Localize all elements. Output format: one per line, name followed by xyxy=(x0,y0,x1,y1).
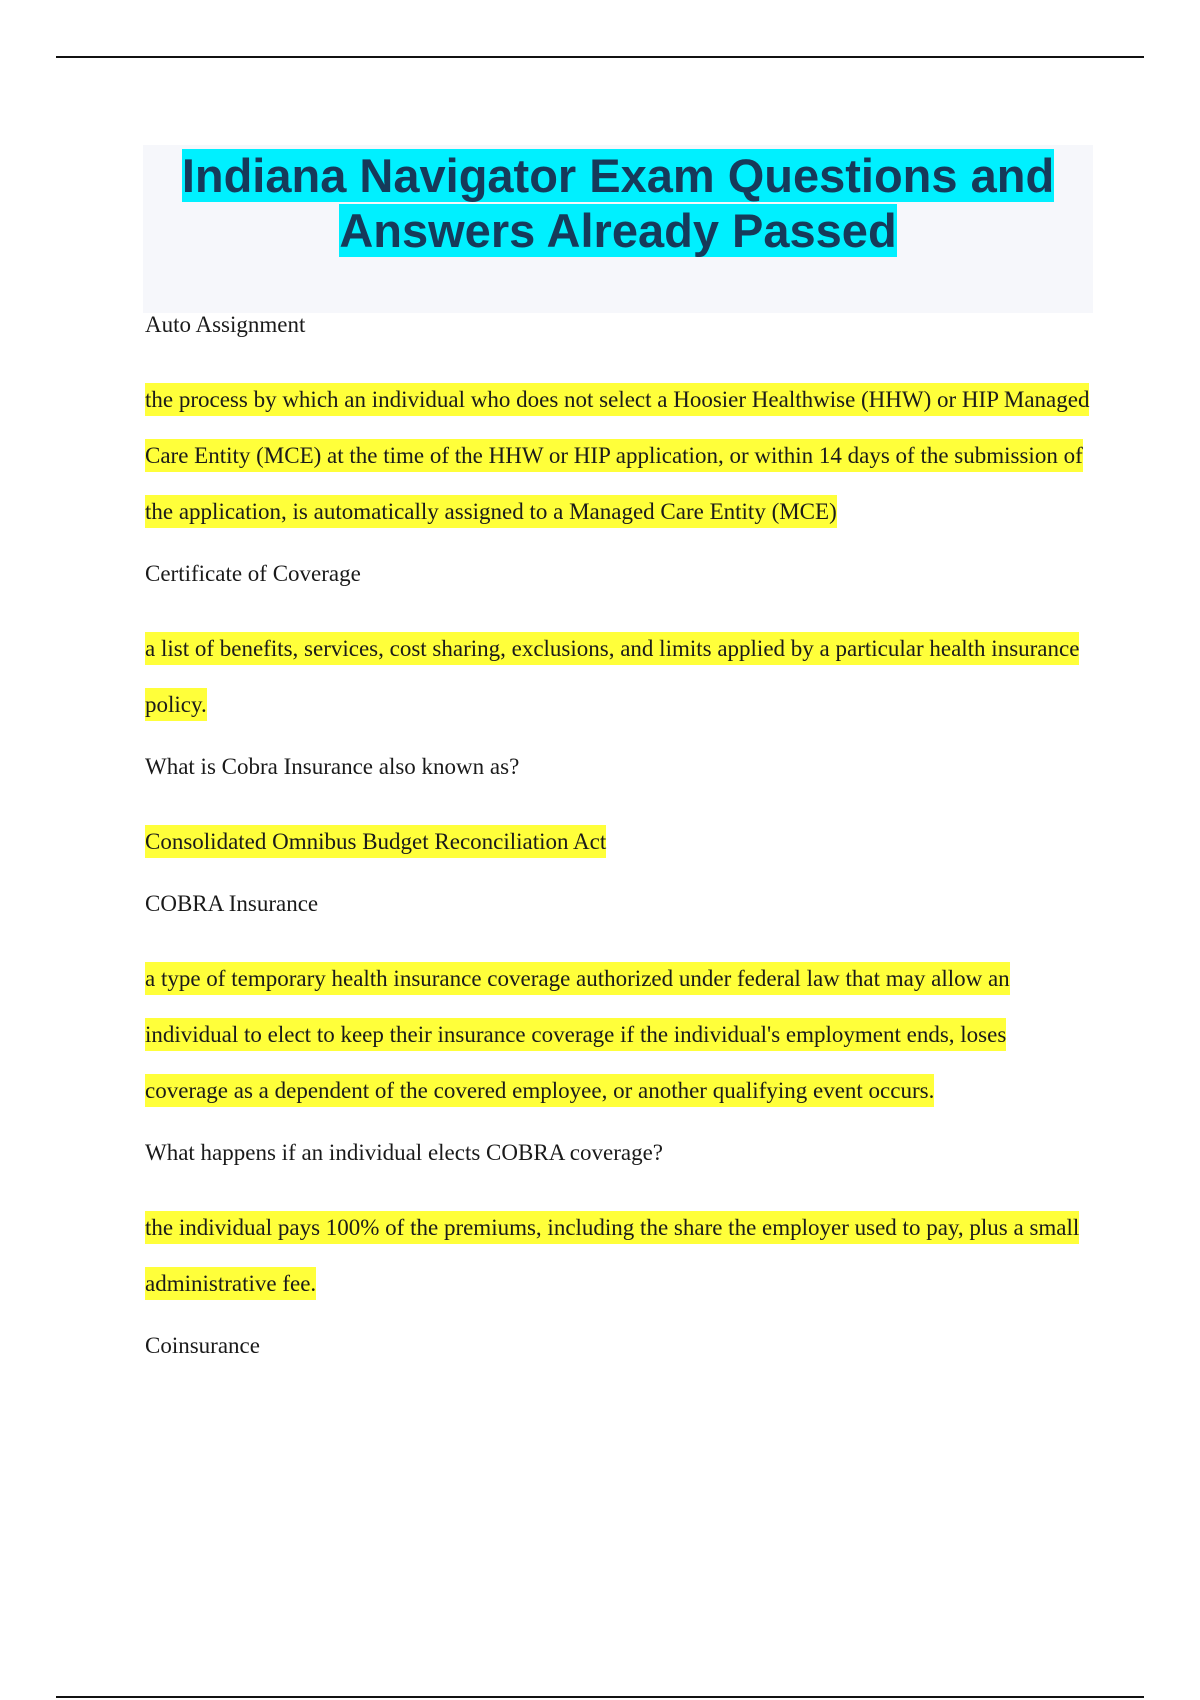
title-banner xyxy=(143,145,1093,313)
document-title: Indiana Navigator Exam Questions and Answers Already Passed xyxy=(181,149,1055,257)
qa-content xyxy=(145,305,1095,1393)
term-auto-assignment: Auto Assignment xyxy=(145,312,306,337)
answer-cobra-aka: Consolidated Omnibus Budget Reconciliation Act xyxy=(145,814,1095,870)
question-cobra-elects: What happens if an individual elects COBRA coverage? xyxy=(145,1140,663,1165)
term-certificate-of-coverage: Certificate of Coverage xyxy=(145,561,361,586)
definition-cobra-insurance: a type of temporary health insurance coverage authorized under federal law that may allow an individual to elect to keep their insurance coverage if the individual's employment ends, loses coverage as a dependent of the covered employee, or another qualifying event occurs. xyxy=(145,951,1095,1119)
definition-certificate-of-coverage: a list of benefits, services, cost sharing, exclusions, and limits applied by a particular health insurance policy. xyxy=(145,621,1095,733)
answer-cobra-elects: the individual pays 100% of the premiums, including the share the employer used to pay, plus a small administrative fee. xyxy=(145,1200,1095,1312)
bottom-rule xyxy=(56,1696,1144,1698)
definition-auto-assignment: the process by which an individual who does not select a Hoosier Healthwise (HHW) or HIP Managed Care Entity (MCE) at the time of the HHW or HIP application, or within 14 days of the submission of the application, is automatically assigned to a Managed Care Entity (MCE) xyxy=(145,372,1095,540)
term-coinsurance: Coinsurance xyxy=(145,1333,260,1358)
top-rule xyxy=(56,56,1144,58)
term-cobra-insurance: COBRA Insurance xyxy=(145,891,319,916)
question-cobra-aka: What is Cobra Insurance also known as? xyxy=(145,754,520,779)
